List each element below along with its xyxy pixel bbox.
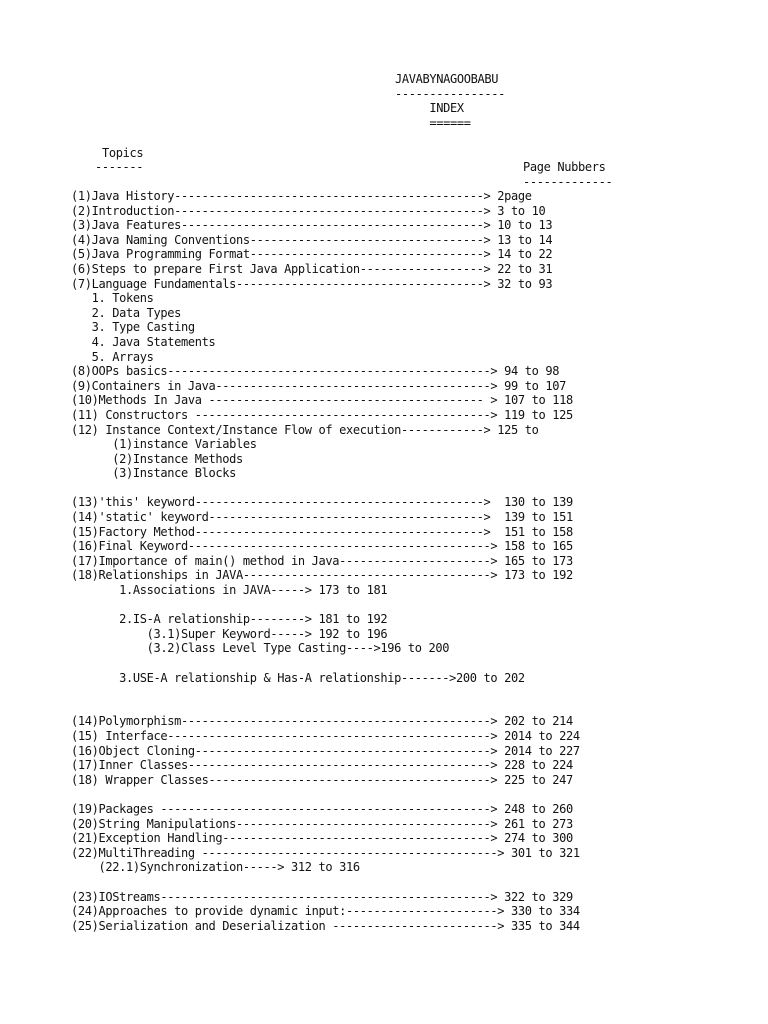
toc-blank-line bbox=[71, 700, 580, 715]
page-numbers-column-underline: ------------- bbox=[523, 175, 613, 189]
toc-blank-line bbox=[71, 875, 580, 890]
toc-entry: 2.IS-A relationship--------> 181 to 192 bbox=[71, 612, 388, 627]
toc-entry: 1. Tokens bbox=[71, 291, 154, 306]
toc-entry: 2. Data Types bbox=[71, 305, 181, 320]
toc-entry: (24)Approaches to provide dynamic input:----------------------> 330 to 334 bbox=[71, 904, 580, 919]
table-of-contents bbox=[71, 189, 580, 933]
toc-entry: (17)Importance of main() method in Java----------------------> 165 to 173 bbox=[71, 553, 573, 568]
toc-entry: (6)Steps to prepare First Java Application------------------> 22 to 31 bbox=[71, 261, 553, 276]
toc-entry: (15) Interface-----------------------------------------------> 2014 to 224 bbox=[71, 728, 580, 743]
toc-entry: 3.USE-A relationship & Has-A relationship------->200 to 202 bbox=[71, 670, 525, 685]
toc-entry: (23)IOStreams------------------------------------------------> 322 to 329 bbox=[71, 889, 573, 904]
toc-entry: (14)Polymorphism---------------------------------------------> 202 to 214 bbox=[71, 714, 573, 729]
toc-blank-line bbox=[71, 481, 580, 496]
toc-entry: (8)OOPs basics-----------------------------------------------> 94 to 98 bbox=[71, 364, 560, 379]
toc-entry: (18) Wrapper Classes-----------------------------------------> 225 to 247 bbox=[71, 772, 573, 787]
toc-entry: (1)Java History---------------------------------------------> 2page bbox=[71, 189, 532, 203]
toc-entry: (22.1)Synchronization-----> 312 to 316 bbox=[71, 860, 360, 875]
toc-entry: (25)Serialization and Deserialization ------------------------> 335 to 344 bbox=[71, 918, 580, 933]
toc-entry: (15)Factory Method------------------------------------------> 151 to 158 bbox=[71, 524, 573, 539]
toc-entry: (7)Language Fundamentals------------------------------------> 32 to 93 bbox=[71, 276, 553, 291]
toc-entry: (13)'this' keyword------------------------------------------> 130 to 139 bbox=[71, 495, 573, 510]
toc-entry: (1)instance Variables bbox=[71, 437, 257, 452]
topics-column-label: Topics bbox=[102, 146, 144, 160]
toc-entry: (18)Relationships in JAVA------------------------------------> 173 to 192 bbox=[71, 568, 573, 583]
toc-entry: (2)Instance Methods bbox=[71, 451, 243, 466]
index-underline: ====== bbox=[395, 115, 471, 130]
toc-entry: (16)Final Keyword--------------------------------------------> 158 to 165 bbox=[71, 539, 573, 554]
toc-entry: (12) Instance Context/Instance Flow of execution------------> 125 to bbox=[71, 422, 539, 437]
toc-entry: 5. Arrays bbox=[71, 349, 154, 364]
toc-blank-line bbox=[71, 598, 580, 613]
toc-entry: (5)Java Programming Format----------------------------------> 14 to 22 bbox=[71, 247, 553, 262]
toc-entry: 1.Associations in JAVA-----> 173 to 181 bbox=[71, 583, 388, 598]
toc-entry: (9)Containers in Java----------------------------------------> 99 to 107 bbox=[71, 378, 566, 393]
toc-entry: (3)Java Features--------------------------------------------> 10 to 13 bbox=[71, 218, 553, 233]
toc-entry: (2)Introduction---------------------------------------------> 3 to 10 bbox=[71, 203, 546, 218]
toc-entry: (4)Java Naming Conventions----------------------------------> 13 to 14 bbox=[71, 232, 553, 247]
topics-column-underline: ------- bbox=[95, 160, 144, 174]
toc-entry: (16)Object Cloning-------------------------------------------> 2014 to 227 bbox=[71, 743, 580, 758]
toc-entry: (3.2)Class Level Type Casting---->196 to 200 bbox=[71, 641, 450, 656]
toc-entry: (17)Inner Classes--------------------------------------------> 228 to 224 bbox=[71, 758, 573, 773]
toc-entry: 4. Java Statements bbox=[71, 334, 216, 349]
toc-entry: (14)'static' keyword----------------------------------------> 139 to 151 bbox=[71, 510, 573, 525]
title-underline: ---------------- bbox=[395, 86, 505, 101]
toc-blank-line bbox=[71, 685, 580, 700]
page-numbers-column-label: Page Nubbers bbox=[523, 160, 606, 174]
toc-entry: (22)MultiThreading -------------------------------------------> 301 to 321 bbox=[71, 845, 580, 860]
toc-entry: (11) Constructors -------------------------------------------> 119 to 125 bbox=[71, 407, 573, 422]
toc-blank-line bbox=[71, 656, 580, 671]
toc-entry: (10)Methods In Java ---------------------------------------- > 107 to 118 bbox=[71, 393, 573, 408]
toc-entry: (20)String Manipulations-------------------------------------> 261 to 273 bbox=[71, 816, 573, 831]
document-title: JAVABYNAGOOBABU bbox=[395, 72, 499, 86]
toc-blank-line bbox=[71, 787, 580, 802]
toc-entry: 3. Type Casting bbox=[71, 320, 195, 335]
toc-entry: (21)Exception Handling---------------------------------------> 274 to 300 bbox=[71, 831, 573, 846]
toc-entry: (19)Packages ------------------------------------------------> 248 to 260 bbox=[71, 801, 573, 816]
toc-entry: (3)Instance Blocks bbox=[71, 466, 236, 481]
index-heading: INDEX bbox=[395, 101, 464, 116]
toc-entry: (3.1)Super Keyword-----> 192 to 196 bbox=[71, 626, 388, 641]
